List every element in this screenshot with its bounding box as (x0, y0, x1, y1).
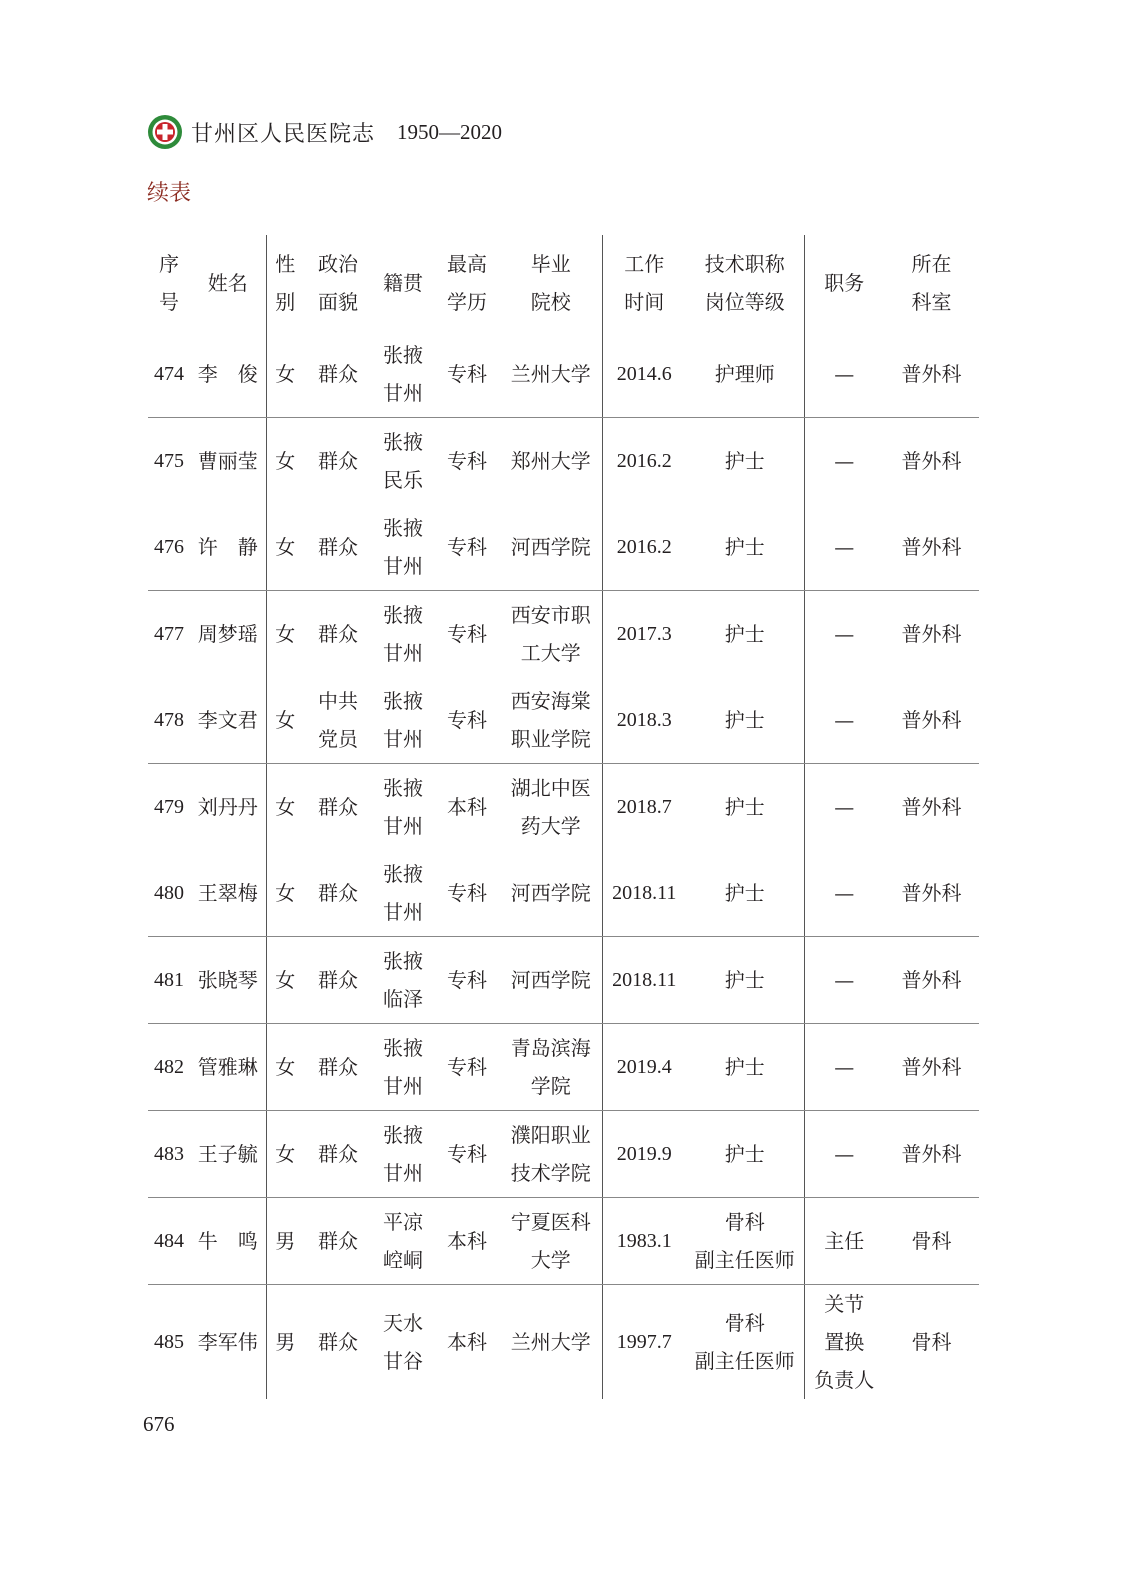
education-cell: 本科 (447, 795, 487, 819)
position-cell: — (804, 331, 884, 418)
education-cell: 专科 (434, 677, 500, 764)
book-title: 甘州区人民医院志 (191, 121, 376, 147)
department-cell: 普外科 (901, 795, 962, 819)
row-number: 485 (154, 1331, 184, 1353)
gender-cell: 女 (266, 677, 304, 764)
political-status-cell: 群众 (304, 331, 372, 418)
work-date-cell: 2018.3 (602, 677, 686, 764)
gender-cell: 女 (266, 937, 304, 1024)
staff-name: 周梦瑶 (190, 591, 266, 678)
work-date-cell: 1997.7 (616, 1331, 672, 1353)
row-number: 474 (148, 331, 190, 418)
gender-cell: 男 (275, 1330, 296, 1354)
gender-cell: 女 (266, 331, 304, 418)
table-row (148, 1024, 979, 1111)
political-status-cell: 群众 (304, 1198, 372, 1285)
column-header: 毕业 院校 (500, 235, 602, 331)
position-cell: 主任 (804, 1198, 884, 1285)
department-cell: 普外科 (884, 504, 979, 591)
gender-cell: 女 (275, 449, 296, 473)
staff-name: 李 俊 (190, 331, 266, 418)
row-number: 482 (148, 1024, 190, 1111)
row-number: 480 (148, 850, 190, 937)
gender-cell: 女 (266, 1111, 304, 1198)
table-row (148, 1198, 979, 1285)
hometown-cell: 张掖 民乐 (383, 430, 423, 492)
gender-cell: 女 (275, 622, 296, 646)
work-date-cell: 2019.4 (602, 1024, 686, 1111)
column-header: 技术职称 岗位等级 (686, 235, 804, 331)
school-cell: 兰州大学 (500, 331, 602, 418)
title-grade-cell: 护士 (686, 504, 804, 591)
table-row (148, 677, 979, 764)
department-cell: 普外科 (884, 677, 979, 764)
table-row (148, 418, 979, 505)
hometown-cell: 张掖 甘州 (372, 850, 434, 937)
hometown-cell: 张掖 临泽 (372, 937, 434, 1024)
row-number: 481 (148, 937, 190, 1024)
column-header: 序 号 (159, 252, 179, 314)
department-cell: 普外科 (884, 1024, 979, 1111)
work-date-cell: 2018.11 (602, 850, 686, 937)
political-status-cell: 群众 (304, 850, 372, 937)
work-date-cell: 2018.7 (616, 796, 672, 818)
gender-cell: 女 (266, 504, 304, 591)
work-date-cell: 2017.3 (616, 623, 672, 645)
title-grade-cell: 护理师 (686, 331, 804, 418)
column-header: 姓名 (190, 235, 266, 331)
school-cell: 兰州大学 (500, 1285, 602, 1400)
column-header: 性 别 (275, 252, 296, 314)
title-grade-cell: 护士 (686, 850, 804, 937)
title-grade-cell: 骨科 副主任医师 (686, 1198, 804, 1285)
book-years: 1950—2020 (397, 119, 503, 144)
page-number: 676 (143, 1412, 175, 1436)
work-date-cell: 2016.2 (616, 450, 672, 472)
hometown-cell: 张掖 甘州 (372, 1111, 434, 1198)
column-header: 政治 面貌 (318, 252, 358, 314)
department-cell: 骨科 (911, 1330, 952, 1354)
department-cell: 普外科 (901, 449, 962, 473)
education-cell: 专科 (447, 622, 487, 646)
hospital-logo-icon (147, 114, 183, 150)
education-cell: 本科 (434, 1198, 500, 1285)
column-header: 籍贯 (383, 271, 423, 295)
title-grade-cell: 护士 (686, 937, 804, 1024)
school-cell: 湖北中医 药大学 (500, 764, 602, 851)
table-row (148, 591, 979, 678)
staff-name: 王翠梅 (190, 850, 266, 937)
education-cell: 专科 (434, 504, 500, 591)
staff-name: 王子毓 (190, 1111, 266, 1198)
position-cell: — (834, 795, 855, 819)
staff-name: 张晓琴 (190, 937, 266, 1024)
education-cell: 专科 (434, 331, 500, 418)
education-cell: 本科 (447, 1330, 487, 1354)
work-date-cell: 1983.1 (602, 1198, 686, 1285)
political-status-cell: 群众 (318, 1330, 358, 1354)
political-status-cell: 群众 (318, 795, 358, 819)
title-grade-cell: 护士 (686, 591, 804, 678)
department-cell: 普外科 (884, 937, 979, 1024)
work-date-cell: 2014.6 (602, 331, 686, 418)
table-row (148, 504, 979, 591)
table-header (148, 235, 979, 331)
hometown-cell: 张掖 甘州 (372, 1024, 434, 1111)
staff-name: 曹丽莹 (190, 418, 266, 505)
column-header: 最高 学历 (447, 252, 487, 314)
table-row (148, 1111, 979, 1198)
school-cell: 郑州大学 (500, 418, 602, 505)
school-cell: 河西学院 (500, 850, 602, 937)
column-header: 所在 科室 (911, 252, 952, 314)
position-cell: — (834, 449, 855, 473)
staff-name: 刘丹丹 (190, 764, 266, 851)
position-cell: — (834, 622, 855, 646)
department-cell: 普外科 (901, 622, 962, 646)
title-grade-cell: 骨科 副主任医师 (686, 1285, 804, 1400)
education-cell: 专科 (434, 1111, 500, 1198)
row-number: 475 (154, 450, 184, 472)
political-status-cell: 群众 (304, 1111, 372, 1198)
hometown-cell: 张掖 甘州 (383, 603, 423, 665)
hometown-cell: 平凉 崆峒 (372, 1198, 434, 1285)
position-cell: — (804, 677, 884, 764)
gender-cell: 女 (275, 795, 296, 819)
continued-label: 续表 (147, 181, 192, 206)
school-cell: 河西学院 (500, 937, 602, 1024)
staff-name: 管雅琳 (190, 1024, 266, 1111)
education-cell: 专科 (434, 937, 500, 1024)
hometown-cell: 张掖 甘州 (372, 331, 434, 418)
department-cell: 普外科 (884, 331, 979, 418)
school-cell: 西安市职 工大学 (500, 591, 602, 678)
title-grade-cell: 护士 (686, 1111, 804, 1198)
school-cell: 青岛滨海 学院 (500, 1024, 602, 1111)
table-row (148, 850, 979, 937)
column-header: 工作 时间 (624, 252, 665, 314)
position-cell: — (804, 937, 884, 1024)
gender-cell: 女 (266, 850, 304, 937)
table-row (148, 331, 979, 418)
table-row (148, 764, 979, 851)
education-cell: 专科 (434, 850, 500, 937)
row-number: 484 (148, 1198, 190, 1285)
hometown-cell: 张掖 甘州 (372, 677, 434, 764)
row-number: 483 (148, 1111, 190, 1198)
position-cell: — (804, 1111, 884, 1198)
political-status-cell: 群众 (318, 622, 358, 646)
work-date-cell: 2016.2 (602, 504, 686, 591)
position-cell: — (804, 850, 884, 937)
row-number: 478 (148, 677, 190, 764)
education-cell: 专科 (434, 1024, 500, 1111)
row-number: 479 (154, 796, 184, 818)
school-cell: 濮阳职业 技术学院 (500, 1111, 602, 1198)
political-status-cell: 群众 (304, 1024, 372, 1111)
staff-name: 李文君 (190, 677, 266, 764)
running-header (147, 112, 502, 152)
staff-name: 许 静 (190, 504, 266, 591)
row-number: 476 (148, 504, 190, 591)
political-status-cell: 群众 (318, 449, 358, 473)
staff-table (148, 235, 979, 1399)
department-cell: 普外科 (884, 850, 979, 937)
table-body (148, 331, 979, 1399)
department-cell: 普外科 (884, 1111, 979, 1198)
position-cell: — (804, 504, 884, 591)
column-header: 职务 (824, 271, 865, 295)
title-grade-cell: 护士 (686, 677, 804, 764)
school-cell: 河西学院 (500, 504, 602, 591)
staff-name: 牛 鸣 (190, 1198, 266, 1285)
position-cell: 关节 置换 负责人 (814, 1292, 875, 1392)
title-grade-cell: 护士 (686, 418, 804, 505)
work-date-cell: 2018.11 (602, 937, 686, 1024)
staff-name: 李军伟 (190, 1285, 266, 1400)
table-row (148, 937, 979, 1024)
title-grade-cell: 护士 (686, 764, 804, 851)
school-cell: 西安海棠 职业学院 (500, 677, 602, 764)
work-date-cell: 2019.9 (602, 1111, 686, 1198)
hometown-cell: 天水 甘谷 (383, 1311, 423, 1373)
political-status-cell: 群众 (304, 937, 372, 1024)
gender-cell: 男 (266, 1198, 304, 1285)
education-cell: 专科 (447, 449, 487, 473)
hometown-cell: 张掖 甘州 (383, 776, 423, 838)
department-cell: 骨科 (884, 1198, 979, 1285)
table-row (148, 1285, 979, 1400)
hometown-cell: 张掖 甘州 (372, 504, 434, 591)
title-grade-cell: 护士 (686, 1024, 804, 1111)
position-cell: — (804, 1024, 884, 1111)
political-status-cell: 中共 党员 (304, 677, 372, 764)
school-cell: 宁夏医科 大学 (500, 1198, 602, 1285)
row-number: 477 (154, 623, 184, 645)
political-status-cell: 群众 (304, 504, 372, 591)
gender-cell: 女 (266, 1024, 304, 1111)
